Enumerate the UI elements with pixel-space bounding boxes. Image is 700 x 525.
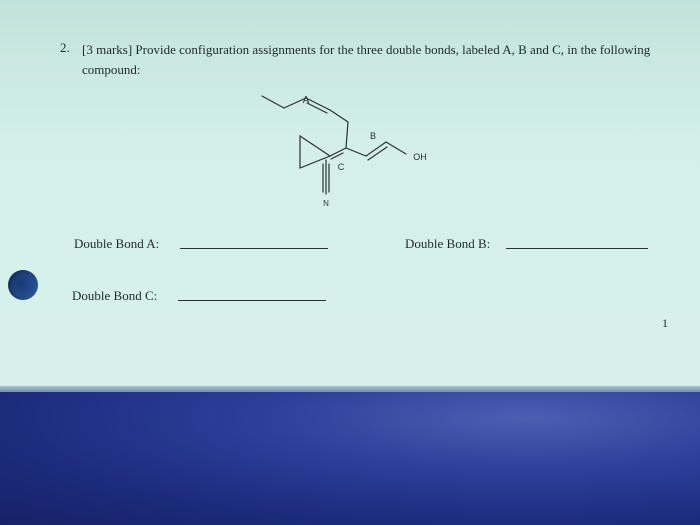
double-bond-b-blank[interactable] [506, 248, 648, 249]
question-text: [3 marks] Provide configuration assignments for the three double bonds, labeled A, B and C, in the following compound: [82, 42, 651, 77]
double-bond-a-blank[interactable] [180, 248, 328, 249]
double-bond-b-label: Double Bond B: [405, 236, 491, 251]
question-number: 2. [60, 40, 70, 55]
binder-hole [8, 270, 38, 300]
chemical-structure [240, 90, 470, 220]
page-number: 1 [662, 316, 668, 330]
label-nitrogen: N [323, 199, 329, 208]
double-bond-c-label: Double Bond C: [72, 288, 158, 303]
double-bond-a-label: Double Bond A: [74, 236, 160, 251]
double-bond-c-blank[interactable] [178, 300, 326, 301]
label-hydroxyl: OH [413, 152, 427, 162]
label-c: C [337, 162, 345, 172]
desk-background [0, 392, 700, 525]
label-b: B [369, 131, 377, 141]
label-a: A [302, 95, 310, 106]
